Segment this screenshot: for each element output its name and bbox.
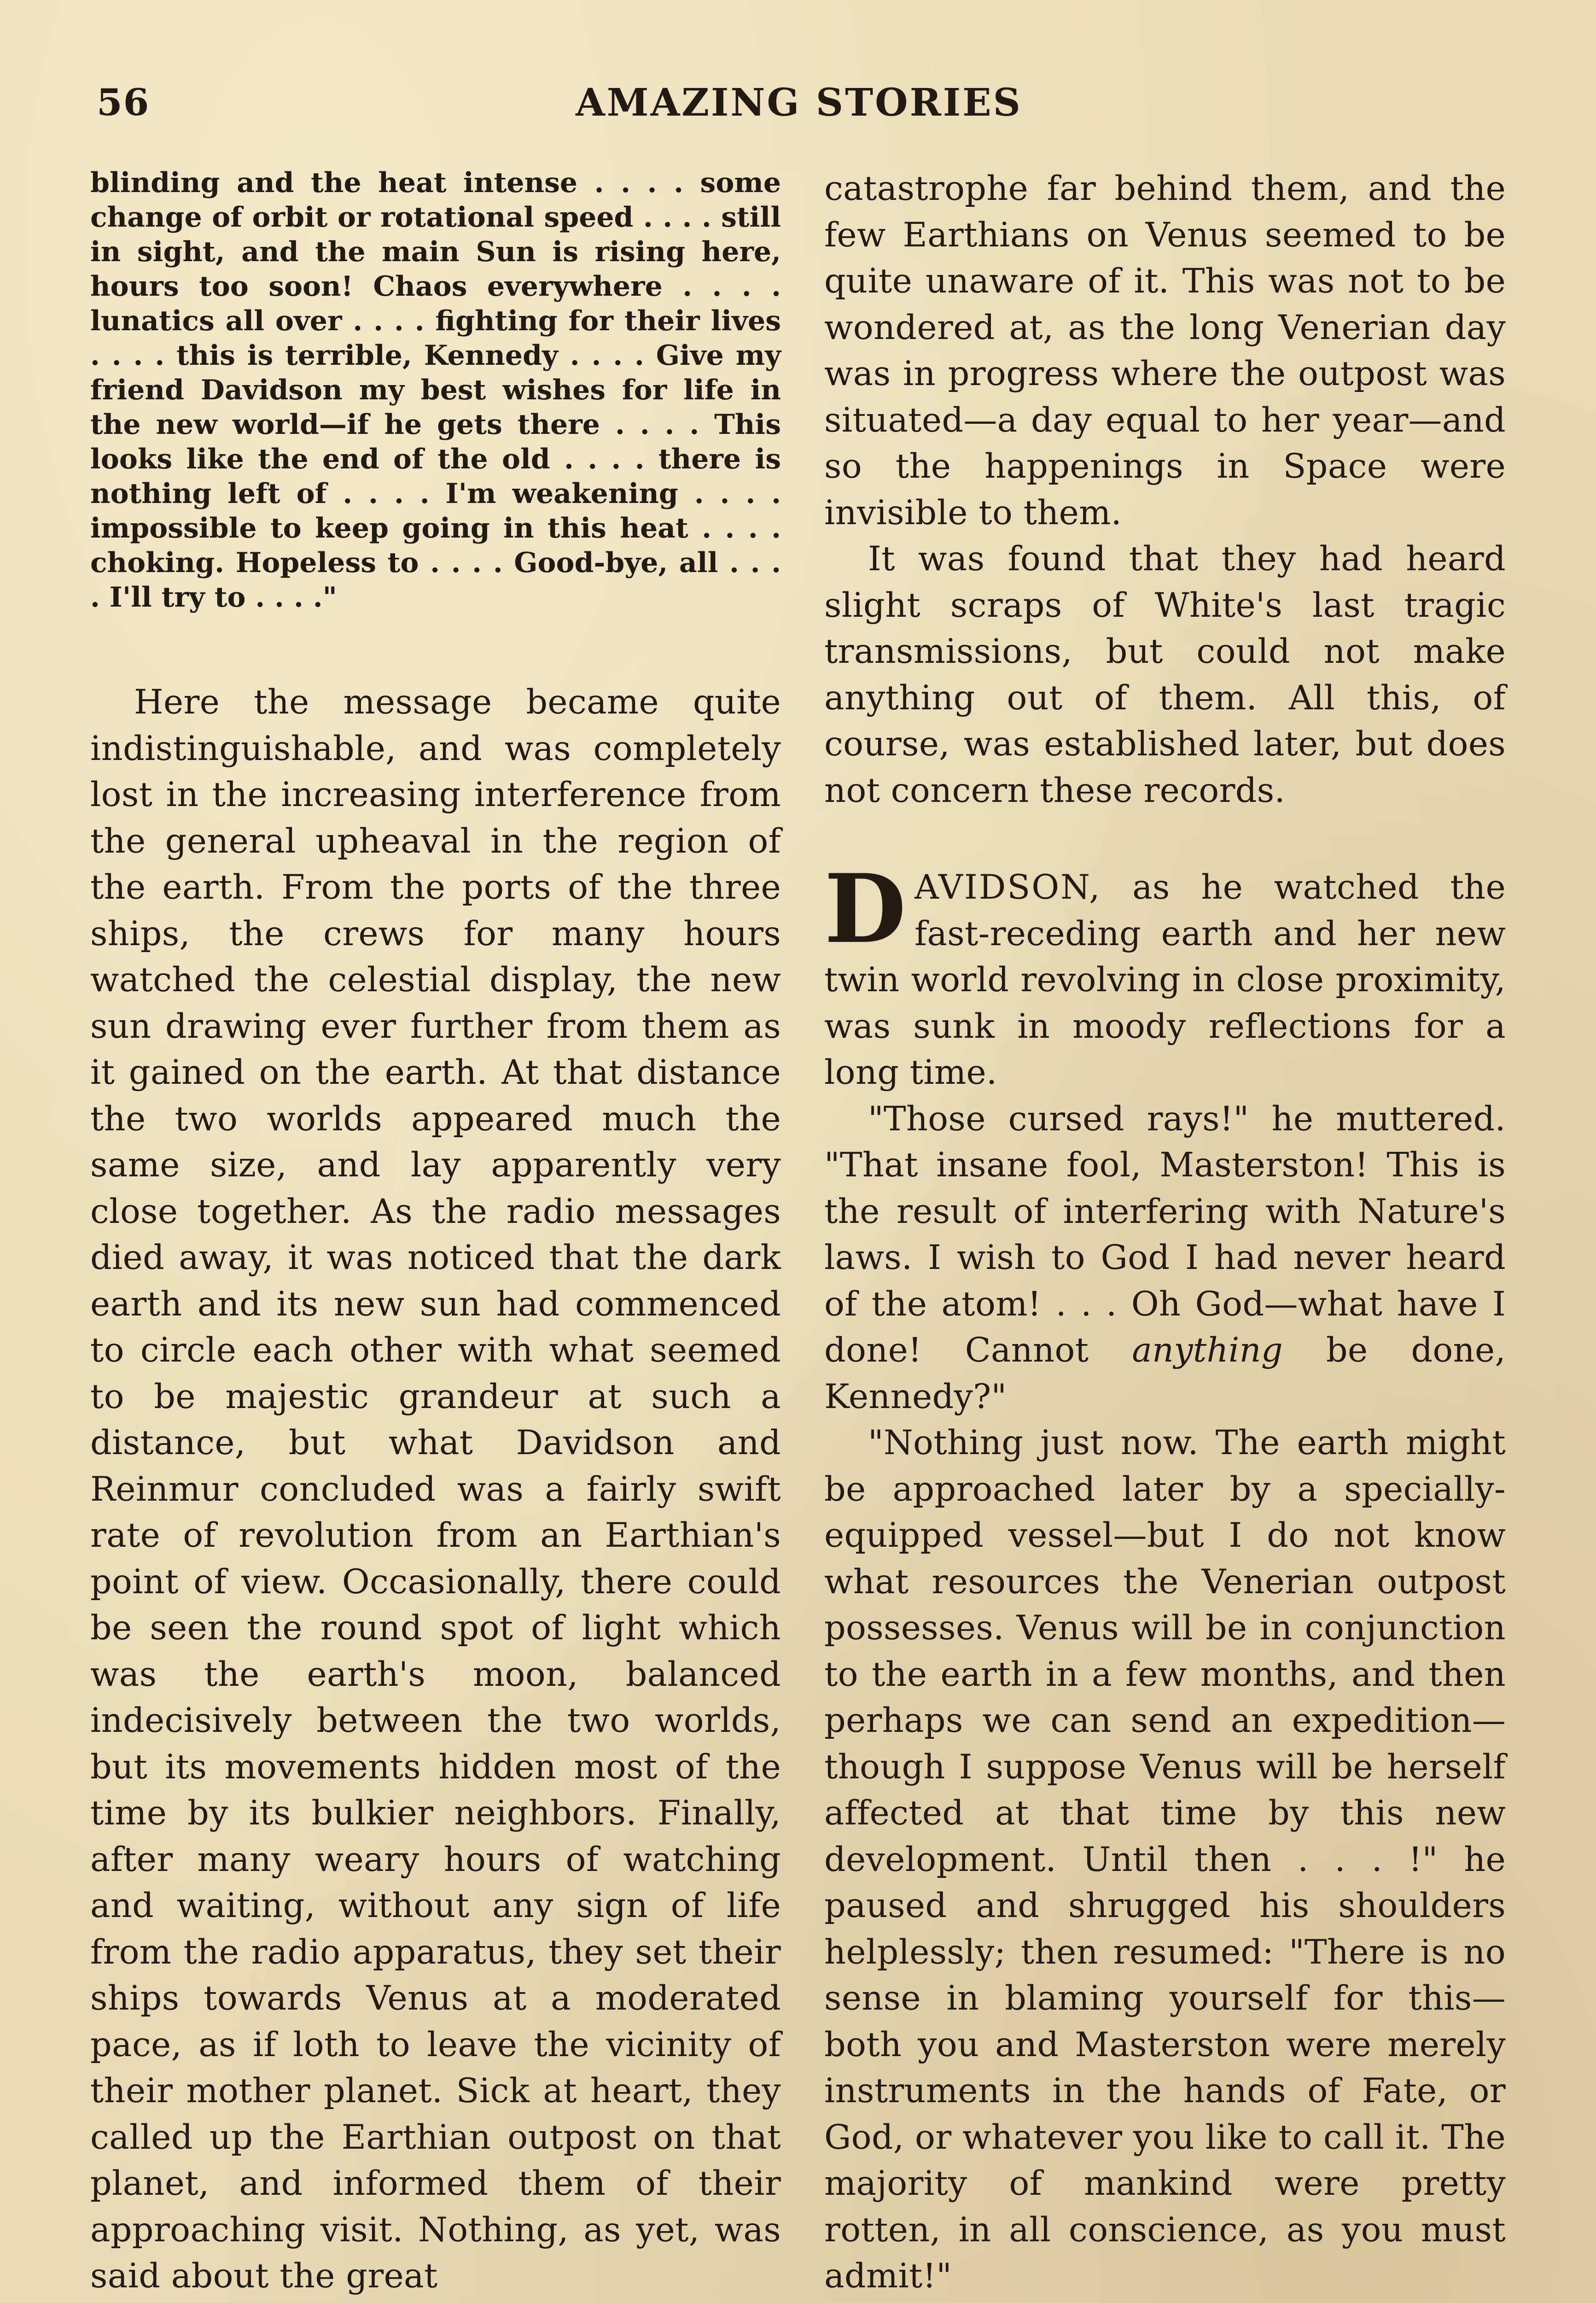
section-opening-paragraph: [824, 854, 1506, 1096]
paragraph-text: as he watched the fast-receding earth and her new twin world revolving in close proximity, was sunk in moody reflections for a long time.: [824, 868, 1506, 1092]
page-header: [92, 76, 1506, 131]
paragraph-text: "Those cursed rays!" he muttered. "That insane fool, Masterston! This is the result of interfering with Nature's laws. I wish to God I had never heard of the atom! . . . Oh God—what have I done! Cannot: [824, 1099, 1506, 1370]
page-number: 56: [97, 81, 150, 124]
paragraph: Here the message became quite indistinguishable, and was completely lost in the increasing interference from the general upheaval in the region of the earth. From the ports of the three ships, the crews for many hours watched the celestial display, the new sun drawing ever further from them as it gained on the earth. At that distance the two worlds appeared much the same size, and lay apparently very close together. As the radio messages died away, it was noticed that the dark earth and its new sun had commenced to circle each other with what seemed to be majestic grandeur at such a distance, but what Davidson and Reinmur concluded was a fairly swift rate of revolution from an Earthian's point of view. Occasionally, there could be seen the round spot of light which was the earth's moon, balanced indecisively between the two worlds, but its movements hidden most of the time by its bulkier neighbors. Finally, after many weary hours of watching and waiting, without any sign of life from the radio apparatus, they set their ships towards Venus at a moderated pace, as if loth to leave the vicinity of their mother planet. Sick at heart, they called up the Earthian outpost on that planet, and informed them of their approaching visit. Nothing, as yet, was said about the great: [90, 683, 781, 2296]
paragraph: catastrophe far behind them, and the few Earthians on Venus seemed to be quite unaware of it. This was not to be wondered at, as the long Venerian day was in progress where the outpost was situated—a day equal to her year—and so the happenings in Space were invisible to them.: [824, 169, 1506, 532]
drop-cap: D: [824, 854, 907, 964]
right-column: [824, 166, 1506, 2303]
radio-message-quote: blinding and the heat intense . . . . some change of orbit or rotational speed . . . . still in sight, and the main Sun is rising here, hours too soon! Chaos everywhere . . . . lunatics all over . . . . fighting for their lives . . . . this is terrible, Kennedy . . . . Give my friend Davidson my best wishes for life in the new world—if he gets there . . . . This looks like the end of the old . . . . there is nothing left of . . . . I'm weakening . . . . impossible to keep going in this heat . . . . choking. Hopeless to . . . . Good-bye, all . . . . I'll try to . . . .": [90, 167, 781, 614]
paragraph-text: be done, Kennedy?": [824, 1331, 1506, 1416]
left-column: [90, 166, 781, 2300]
emphasis-text: anything: [1132, 1331, 1283, 1370]
paragraph: [824, 2300, 1506, 2303]
quote-spacer: [90, 615, 781, 679]
section-break: [824, 814, 1506, 865]
paragraph: It was found that they had heard slight scraps of White's last tragic transmissions, but could not make anything out of them. All this, of course, was established later, but does not concern these records.: [824, 539, 1506, 810]
lead-in-caps: AVIDSON,: [914, 868, 1101, 907]
running-head: AMAZING STORIES: [576, 81, 1022, 125]
paragraph: [824, 1096, 1506, 1420]
paragraph: "Nothing just now. The earth might be approached later by a specially-equipped vessel—but I do not know what resources the Venerian outpost possesses. Venus will be in conjunction to the earth in a few months, and then perhaps we can send an expedition—though I suppose Venus will be herself affected at that time by this new development. Until then . . . !" he paused and shrugged his shoulders helplessly; then resumed: "There is no sense in blaming yourself for this—both you and Masterston were merely instruments in the hands of Fate, or God, or whatever you like to call it. The majority of mankind were pretty rotten, in all conscience, as you must admit!": [824, 1423, 1506, 2296]
